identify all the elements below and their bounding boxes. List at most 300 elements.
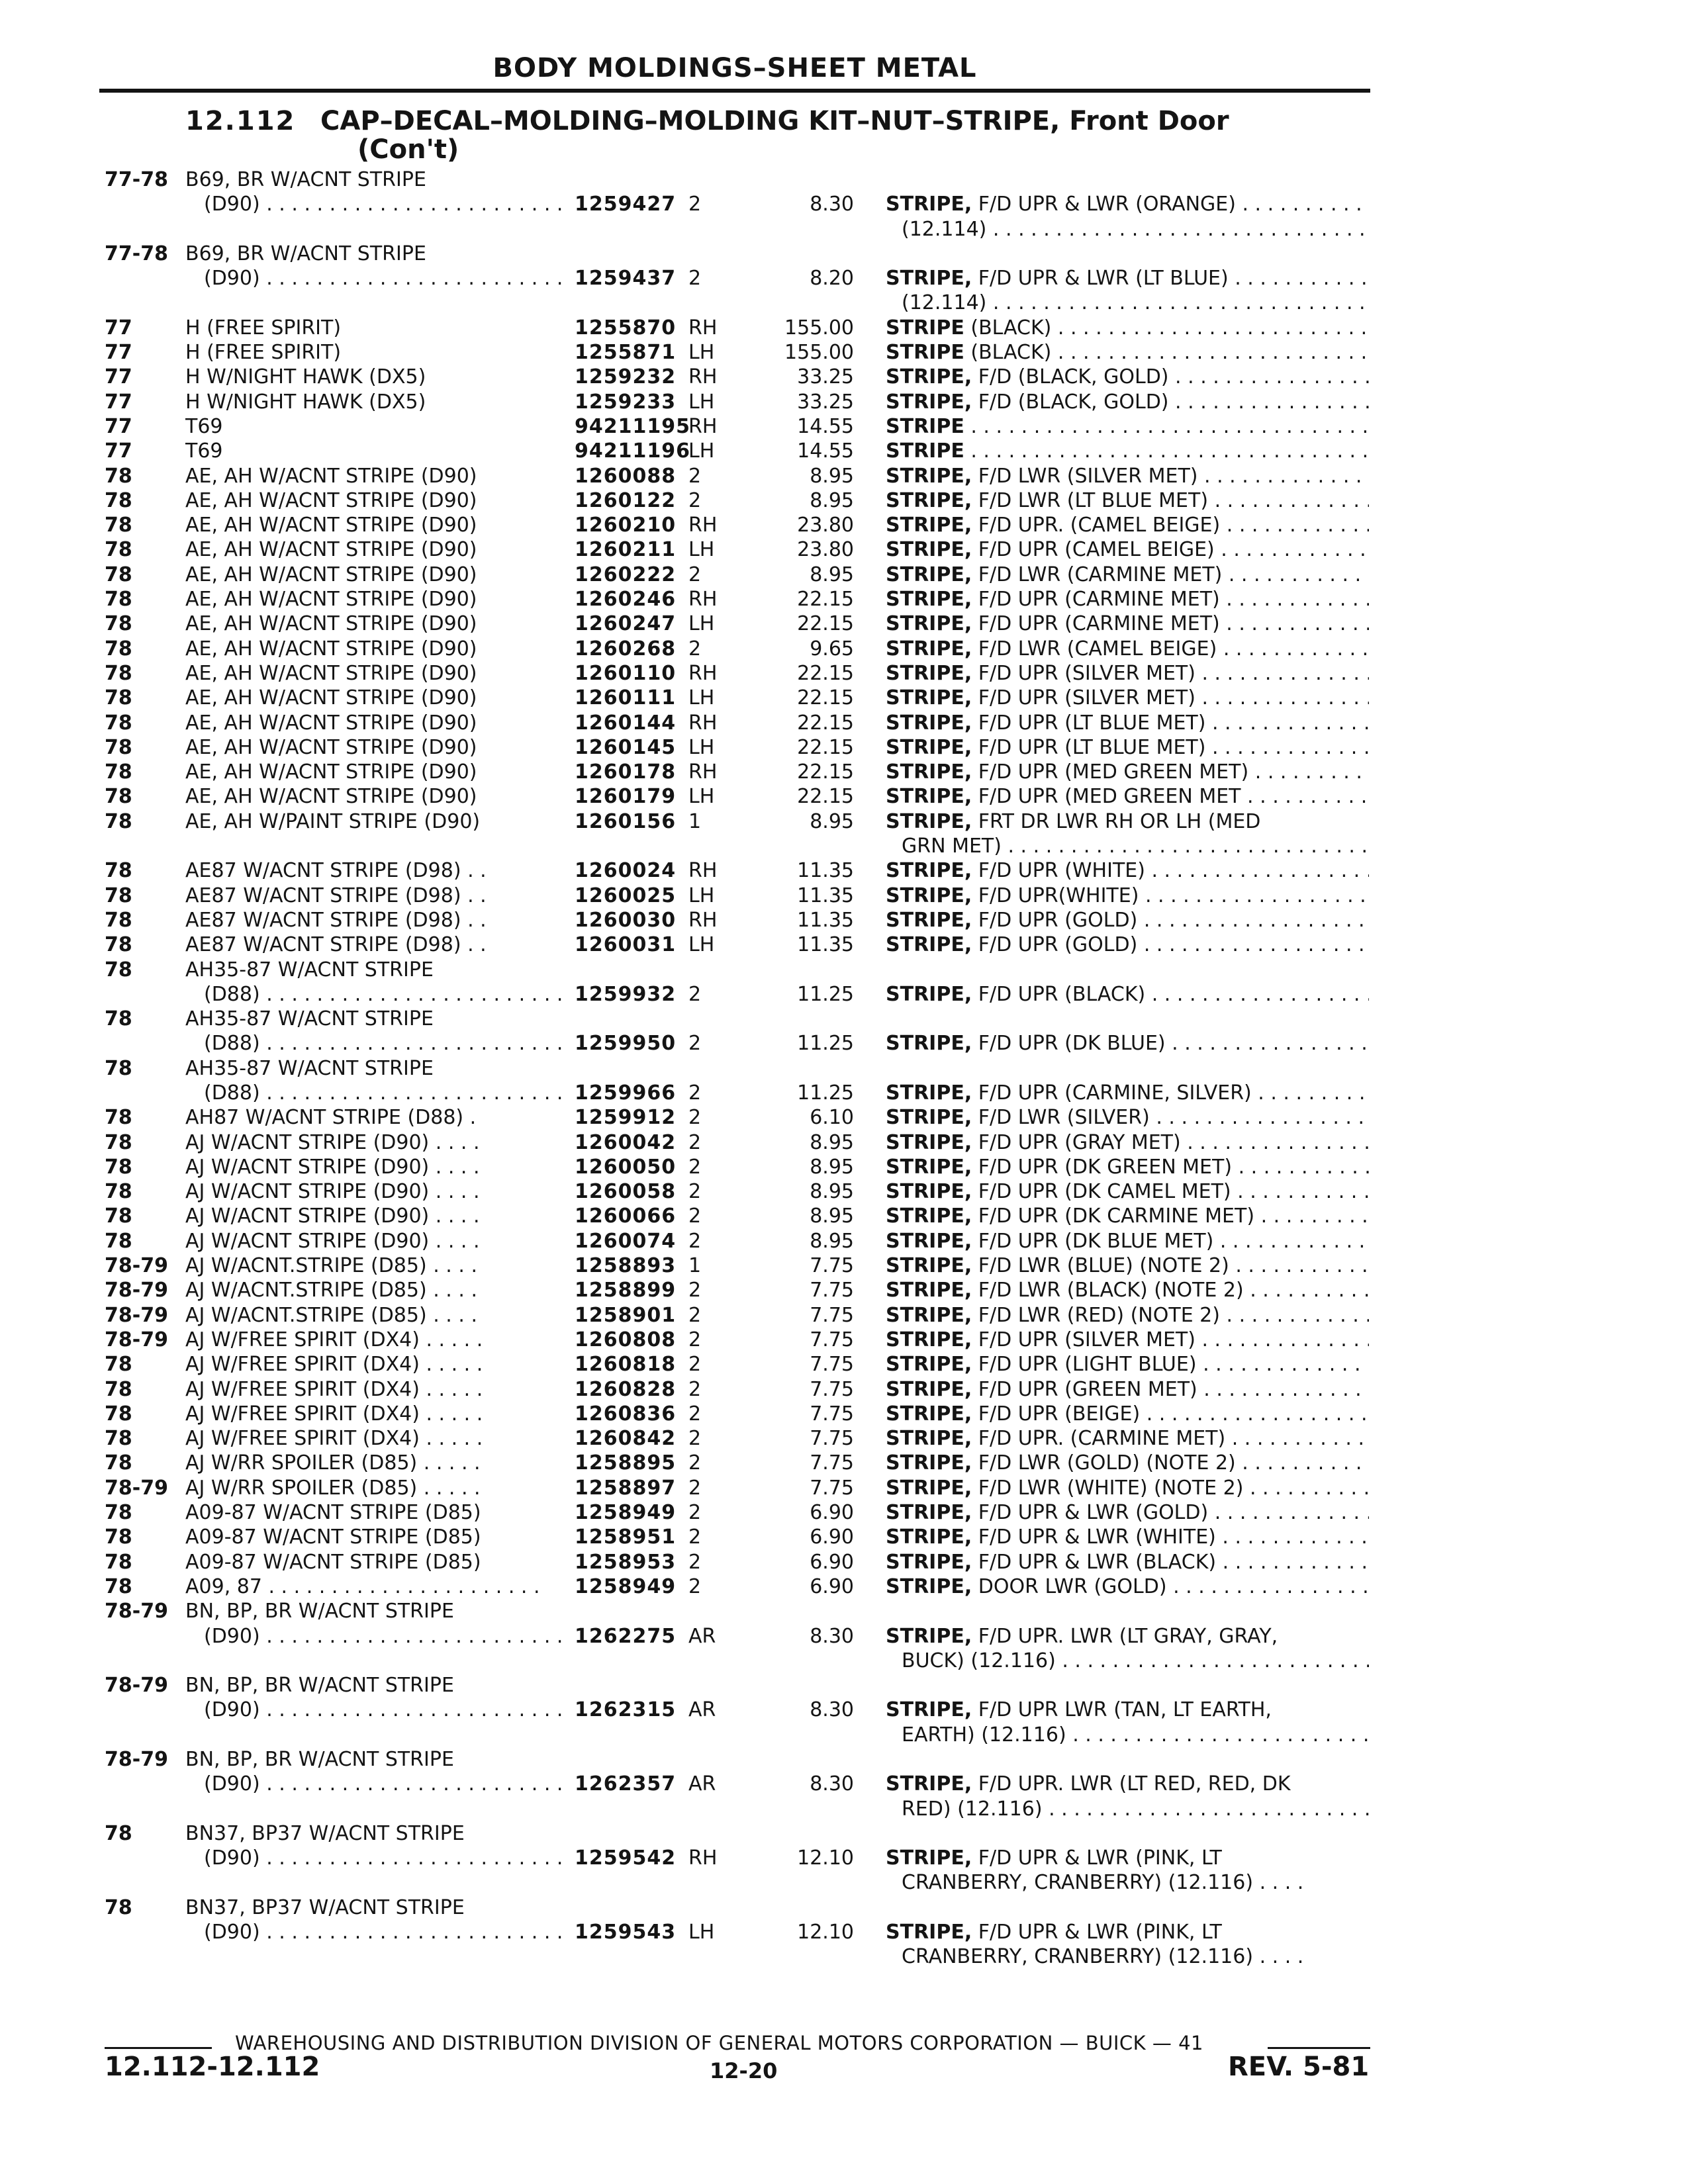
price: 11.25 (797, 1032, 854, 1056)
price: 9.65 (810, 637, 854, 660)
description-text: STRIPE, F/D UPR. LWR (LT RED, RED, DK (886, 1772, 1291, 1796)
model-text: AE, AH W/ACNT STRIPE (D90) (185, 464, 477, 488)
model-text: AE, AH W/ACNT STRIPE (D90) (185, 661, 477, 685)
part-description (886, 1476, 1369, 1500)
model-text: AJ W/RR SPOILER (D85) . . . . . (185, 1476, 481, 1500)
price: 8.95 (810, 1205, 854, 1228)
price: 12.10 (797, 1846, 854, 1870)
list-item (0, 1550, 1688, 1574)
part-number: 1255870 (575, 316, 677, 340)
list-item (0, 1747, 1688, 1772)
quantity: 2 (688, 464, 702, 488)
model-application (185, 858, 543, 883)
description-text: STRIPE, F/D LWR (CARMINE MET) . . . (886, 563, 1369, 586)
model-year: 78 (105, 1402, 132, 1426)
quantity: LH (688, 686, 715, 710)
list-item (0, 1673, 1688, 1698)
model-text: AJ W/FREE SPIRIT (DX4) . . . . . (185, 1377, 483, 1401)
model-text: AE87 W/ACNT STRIPE (D98) . . (185, 908, 487, 932)
list-item (0, 711, 1688, 735)
price: 8.95 (810, 563, 854, 586)
model-application (185, 488, 543, 513)
model-application (185, 1673, 543, 1698)
description-text: STRIPE, F/D UPR & LWR (GOLD) . . . (886, 1501, 1369, 1524)
quantity: 2 (688, 267, 702, 291)
price: 11.25 (797, 1081, 854, 1105)
part-description (886, 1105, 1369, 1130)
price: 8.30 (810, 1772, 854, 1796)
description-text: STRIPE, F/D UPR (DK BLUE MET) . . . (886, 1230, 1369, 1253)
model-year: 78 (105, 1180, 132, 1204)
model-application (185, 1007, 543, 1031)
quantity: RH (688, 711, 718, 735)
model-text: (D90) . . . (204, 193, 561, 216)
model-text: (D90) . . . (204, 1846, 561, 1870)
part-description (886, 1179, 1369, 1204)
description-text: STRIPE, F/D UPR (DK CAMEL MET) . . . (886, 1180, 1369, 1203)
part-number: 1260110 (575, 661, 677, 685)
description-text: STRIPE, F/D UPR (SILVER MET) . . . (886, 662, 1369, 685)
model-text: A09-87 W/ACNT STRIPE (D85) (185, 1525, 481, 1549)
part-description (886, 464, 1369, 488)
model-text: BN, BP, BR W/ACNT STRIPE (185, 1674, 454, 1698)
price: 8.95 (810, 1180, 854, 1204)
model-text: (D90) . . . (204, 1625, 561, 1648)
description-text: STRIPE, F/D LWR (WHITE) (NOTE 2) . . . (886, 1477, 1369, 1500)
model-text: AJ W/ACNT STRIPE (D90) . . . . (185, 1155, 480, 1179)
description-text: STRIPE, F/D UPR (DK BLUE) . . . (886, 1032, 1369, 1055)
part-description (886, 1352, 1369, 1377)
part-number: 1260842 (575, 1427, 677, 1451)
part-description (886, 661, 1369, 686)
description-text: (12.114) . . . (902, 291, 1369, 314)
model-application (185, 167, 543, 192)
part-number: 1260808 (575, 1328, 677, 1351)
model-application (185, 1303, 543, 1328)
part-number: 1260828 (575, 1377, 677, 1401)
model-text: BN, BP, BR W/ACNT STRIPE (185, 1600, 454, 1623)
footer-page-number: 12-20 (710, 2058, 778, 2083)
part-description (886, 1772, 1369, 1796)
description-text: EARTH) (12.116) . . . (902, 1723, 1369, 1747)
part-description (902, 834, 1369, 858)
price: 22.15 (797, 661, 854, 685)
part-description (886, 1525, 1369, 1549)
model-year: 78 (105, 711, 132, 735)
model-year: 78 (105, 1525, 132, 1549)
description-text: STRIPE, F/D UPR. (CAMEL BEIGE) . . . (886, 514, 1369, 537)
model-application (185, 537, 543, 562)
model-text: AE87 W/ACNT STRIPE (D98) . . (185, 859, 487, 883)
model-text: AE, AH W/PAINT STRIPE (D90) (185, 809, 481, 833)
part-number: 1262315 (575, 1698, 677, 1722)
quantity: 2 (688, 488, 702, 512)
model-year: 78 (105, 514, 132, 537)
price: 8.95 (810, 809, 854, 833)
quantity: AR (688, 1698, 716, 1722)
model-text: T69 (185, 439, 223, 463)
part-description (886, 1550, 1369, 1574)
model-application (204, 1624, 561, 1649)
price: 6.90 (810, 1525, 854, 1549)
model-application (185, 908, 543, 933)
model-year: 77 (105, 439, 132, 463)
part-number: 1258899 (575, 1279, 677, 1302)
quantity: LH (688, 735, 715, 759)
list-item (0, 1007, 1688, 1031)
description-text: STRIPE, F/D LWR (SILVER) . . . (886, 1106, 1369, 1129)
quantity: 2 (688, 1081, 702, 1105)
model-application (185, 735, 543, 760)
description-text: STRIPE, F/D UPR (LT BLUE MET) . . . (886, 736, 1369, 759)
part-description (886, 884, 1369, 908)
model-text: AJ W/ACNT.STRIPE (D85) . . . . (185, 1303, 477, 1327)
model-text: A09, 87 . . . (185, 1575, 543, 1598)
model-application (185, 686, 543, 710)
model-text: (D90) . . . (204, 1921, 561, 1944)
part-number: 1260042 (575, 1130, 677, 1154)
part-description (886, 760, 1369, 784)
part-description (886, 982, 1369, 1007)
model-text: AE, AH W/ACNT STRIPE (D90) (185, 637, 477, 660)
model-text: AE, AH W/ACNT STRIPE (D90) (185, 488, 477, 512)
model-text: AJ W/ACNT STRIPE (D90) . . . . (185, 1229, 480, 1253)
price: 7.75 (810, 1328, 854, 1351)
price: 7.75 (810, 1427, 854, 1451)
model-text: AE, AH W/ACNT STRIPE (D90) (185, 588, 477, 612)
model-text: B69, BR W/ACNT STRIPE (185, 242, 426, 265)
price: 8.95 (810, 464, 854, 488)
price: 14.55 (797, 414, 854, 438)
list-item (0, 1081, 1688, 1105)
part-description (886, 1500, 1369, 1525)
price: 14.55 (797, 439, 854, 463)
quantity: 2 (688, 1451, 702, 1475)
quantity: RH (688, 365, 718, 389)
model-text: AJ W/FREE SPIRIT (DX4) . . . . . (185, 1328, 483, 1351)
model-application (185, 1747, 543, 1772)
part-number: 1259232 (575, 365, 677, 389)
list-item (0, 1624, 1688, 1649)
model-application (185, 760, 543, 784)
description-text: STRIPE, F/D LWR (CAMEL BEIGE) . . . (886, 637, 1369, 660)
model-text: AE87 W/ACNT STRIPE (D98) . . (185, 933, 487, 957)
part-number: 1260030 (575, 908, 677, 932)
list-item (0, 1278, 1688, 1302)
list-item (0, 1451, 1688, 1475)
list-item (0, 1920, 1688, 1944)
model-application (185, 439, 543, 463)
model-text: AH35-87 W/ACNT STRIPE (185, 1007, 434, 1031)
price: 8.95 (810, 1155, 854, 1179)
description-text: STRIPE, F/D LWR (RED) (NOTE 2) . . . (886, 1304, 1369, 1327)
model-year: 78-79 (105, 1328, 168, 1351)
description-text: STRIPE, F/D UPR (GRAY MET) . . . (886, 1131, 1369, 1154)
quantity: LH (688, 538, 715, 562)
description-text: STRIPE (BLACK) . . . (886, 316, 1369, 340)
part-description (886, 537, 1369, 562)
model-application (204, 1698, 561, 1722)
list-item (0, 933, 1688, 957)
price: 7.75 (810, 1254, 854, 1278)
description-text: STRIPE, F/D UPR (MED GREEN MET . . . (886, 785, 1369, 808)
model-text: H (FREE SPIRIT) (185, 316, 342, 340)
part-description (886, 1402, 1369, 1426)
description-text: STRIPE, F/D UPR (BLACK) . . . (886, 983, 1369, 1006)
list-item (0, 686, 1688, 710)
description-text: STRIPE, F/D LWR (BLUE) (NOTE 2) . . . (886, 1254, 1369, 1277)
part-description (902, 217, 1369, 242)
price: 12.10 (797, 1921, 854, 1944)
part-number: 1260156 (575, 809, 677, 833)
part-number: 1260268 (575, 637, 677, 660)
part-number: 1260247 (575, 612, 677, 636)
model-year: 78 (105, 1130, 132, 1154)
quantity: 2 (688, 1130, 702, 1154)
description-text: STRIPE, F/D UPR (SILVER MET) . . . (886, 1328, 1369, 1351)
price: 8.30 (810, 1698, 854, 1722)
quantity: AR (688, 1624, 716, 1648)
model-application (185, 1105, 543, 1130)
description-text: STRIPE, F/D UPR & LWR (LT BLUE) . . . (886, 267, 1369, 290)
part-description (886, 1031, 1369, 1056)
model-year: 77 (105, 414, 132, 438)
description-text: STRIPE (BLACK) . . . (886, 341, 1369, 364)
price: 11.35 (797, 908, 854, 932)
model-text: (D90) . . . (204, 267, 561, 290)
list-item (0, 1500, 1688, 1525)
description-text: STRIPE, DOOR LWR (GOLD) . . . (886, 1575, 1369, 1598)
part-description (886, 686, 1369, 710)
part-description (886, 933, 1369, 957)
description-text: STRIPE, F/D UPR (LT BLUE MET) . . . (886, 711, 1369, 735)
list-item (0, 884, 1688, 908)
part-number: 1260210 (575, 514, 677, 537)
model-year: 78-79 (105, 1254, 168, 1278)
quantity: LH (688, 390, 715, 414)
description-text: STRIPE, F/D UPR (SILVER MET) . . . (886, 686, 1369, 709)
part-number: 1262357 (575, 1772, 677, 1796)
model-year: 78 (105, 884, 132, 907)
part-description (902, 291, 1369, 315)
quantity: RH (688, 316, 718, 340)
model-application (185, 340, 543, 365)
model-year: 77-78 (105, 168, 168, 191)
model-text: A09-87 W/ACNT STRIPE (D85) (185, 1550, 481, 1574)
part-description (886, 1278, 1369, 1302)
quantity: LH (688, 1921, 715, 1944)
quantity: RH (688, 1846, 718, 1870)
list-item (0, 1253, 1688, 1278)
quantity: LH (688, 884, 715, 907)
model-application (185, 1574, 543, 1599)
model-text: AE87 W/ACNT STRIPE (D98) . . (185, 884, 487, 907)
list-item (0, 513, 1688, 537)
model-text: AE, AH W/ACNT STRIPE (D90) (185, 785, 477, 809)
price: 6.90 (810, 1550, 854, 1574)
part-description (886, 1204, 1369, 1228)
model-text: AH87 W/ACNT STRIPE (D88) . (185, 1106, 477, 1130)
list-item (0, 858, 1688, 883)
model-year: 78 (105, 809, 132, 833)
list-item (0, 464, 1688, 488)
model-text: AJ W/FREE SPIRIT (DX4) . . . . . (185, 1353, 483, 1377)
model-application (185, 1402, 543, 1426)
quantity: AR (688, 1772, 716, 1796)
part-description (886, 513, 1369, 537)
quantity: RH (688, 760, 718, 784)
model-year: 78 (105, 563, 132, 586)
quantity: 2 (688, 1328, 702, 1351)
model-application (185, 1204, 543, 1228)
price: 22.15 (797, 785, 854, 809)
part-number: 1255871 (575, 341, 677, 365)
section-number: 12.112 (185, 106, 296, 136)
model-year: 77 (105, 365, 132, 389)
list-item (0, 735, 1688, 760)
model-year: 78 (105, 464, 132, 488)
description-text: STRIPE, F/D UPR (MED GREEN MET) . . . (886, 760, 1369, 784)
section-title-continued: (Con't) (357, 134, 459, 165)
part-number: 1258895 (575, 1451, 677, 1475)
description-text: STRIPE, F/D UPR (CAMEL BEIGE) . . . (886, 538, 1369, 561)
description-text: GRN MET) . . . (902, 835, 1369, 858)
model-application (185, 1179, 543, 1204)
model-year: 78-79 (105, 1303, 168, 1327)
model-text: AJ W/FREE SPIRIT (DX4) . . . . . (185, 1402, 483, 1426)
list-item (0, 1772, 1688, 1796)
model-text: B69, BR W/ACNT STRIPE (185, 168, 426, 191)
price: 11.35 (797, 884, 854, 907)
price: 7.75 (810, 1279, 854, 1302)
list-item (0, 1870, 1688, 1895)
price: 8.20 (810, 267, 854, 291)
description-text: STRIPE, F/D UPR & LWR (PINK, LT (886, 1846, 1222, 1870)
part-description (886, 735, 1369, 760)
footer-rule-left (105, 2047, 212, 2049)
model-application (185, 1155, 543, 1179)
model-text: H (FREE SPIRIT) (185, 341, 342, 365)
list-item (0, 488, 1688, 513)
description-text: BUCK) (12.116) . . . (902, 1649, 1369, 1672)
model-year: 78 (105, 1895, 132, 1919)
part-number: 1259543 (575, 1921, 677, 1944)
price: 155.00 (784, 341, 854, 365)
model-year: 78 (105, 1155, 132, 1179)
model-text: AE, AH W/ACNT STRIPE (D90) (185, 686, 477, 710)
footer-revision: REV. 5-81 (1228, 2052, 1370, 2082)
description-text: STRIPE, F/D LWR (BLACK) (NOTE 2) . . . (886, 1279, 1369, 1302)
list-item (0, 1031, 1688, 1056)
price: 33.25 (797, 365, 854, 389)
list-item (0, 563, 1688, 587)
price: 155.00 (784, 316, 854, 340)
quantity: LH (688, 933, 715, 957)
quantity: RH (688, 661, 718, 685)
model-year: 78-79 (105, 1674, 168, 1698)
part-number: 1258897 (575, 1476, 677, 1500)
quantity: LH (688, 612, 715, 636)
price: 22.15 (797, 612, 854, 636)
quantity: 2 (688, 563, 702, 586)
model-application (185, 612, 543, 636)
model-application (204, 192, 561, 216)
model-application (185, 1328, 543, 1352)
part-description (886, 390, 1369, 414)
part-description (886, 1451, 1369, 1475)
quantity: LH (688, 439, 715, 463)
list-item (0, 1723, 1688, 1747)
model-text: AH35-87 W/ACNT STRIPE (185, 958, 434, 981)
price: 11.25 (797, 982, 854, 1006)
price: 6.90 (810, 1501, 854, 1525)
description-text: CRANBERRY, CRANBERRY) (12.116) . . . . (902, 1871, 1304, 1895)
part-number: 1260211 (575, 538, 677, 562)
part-description (886, 612, 1369, 636)
list-item (0, 1599, 1688, 1623)
list-item (0, 1574, 1688, 1599)
price: 7.75 (810, 1377, 854, 1401)
quantity: 1 (688, 809, 702, 833)
model-application (204, 1772, 561, 1796)
model-year: 78 (105, 637, 132, 660)
model-application (185, 933, 543, 957)
header-rule (99, 89, 1370, 93)
section-title: CAP–DECAL–MOLDING–MOLDING KIT–NUT–STRIPE, Front Door (320, 106, 1229, 136)
quantity: 2 (688, 982, 702, 1006)
description-text: CRANBERRY, CRANBERRY) (12.116) . . . . (902, 1945, 1304, 1969)
part-description (886, 563, 1369, 587)
model-application (185, 661, 543, 686)
list-item (0, 784, 1688, 809)
model-text: BN37, BP37 W/ACNT STRIPE (185, 1895, 465, 1919)
list-item (0, 760, 1688, 784)
part-number: 1259912 (575, 1106, 677, 1130)
model-year: 78 (105, 1377, 132, 1401)
model-application (185, 1352, 543, 1377)
model-year: 78 (105, 1007, 132, 1031)
list-item (0, 1328, 1688, 1352)
model-year: 78 (105, 1205, 132, 1228)
description-text: STRIPE, F/D UPR & LWR (BLACK) . . . (886, 1551, 1369, 1574)
part-description (902, 1870, 1369, 1895)
part-description (886, 266, 1369, 291)
model-application (185, 365, 543, 389)
part-description (902, 1797, 1369, 1821)
part-description (886, 587, 1369, 612)
model-application (204, 982, 561, 1007)
part-description (886, 439, 1369, 463)
model-application (185, 809, 543, 834)
model-application (185, 958, 543, 982)
part-number: 1260074 (575, 1229, 677, 1253)
price: 8.30 (810, 1624, 854, 1648)
price: 8.30 (810, 193, 854, 216)
model-year: 78 (105, 588, 132, 612)
model-year: 77 (105, 341, 132, 365)
model-year: 78 (105, 1501, 132, 1525)
price: 6.10 (810, 1106, 854, 1130)
description-text: STRIPE, F/D UPR (CARMINE MET) . . . (886, 588, 1369, 611)
quantity: 2 (688, 193, 702, 216)
part-description (886, 1624, 1369, 1649)
model-year: 78-79 (105, 1600, 168, 1623)
model-application (185, 884, 543, 908)
model-application (185, 1377, 543, 1402)
part-number: 1258949 (575, 1501, 677, 1525)
list-item (0, 1426, 1688, 1451)
quantity: 2 (688, 1180, 702, 1204)
